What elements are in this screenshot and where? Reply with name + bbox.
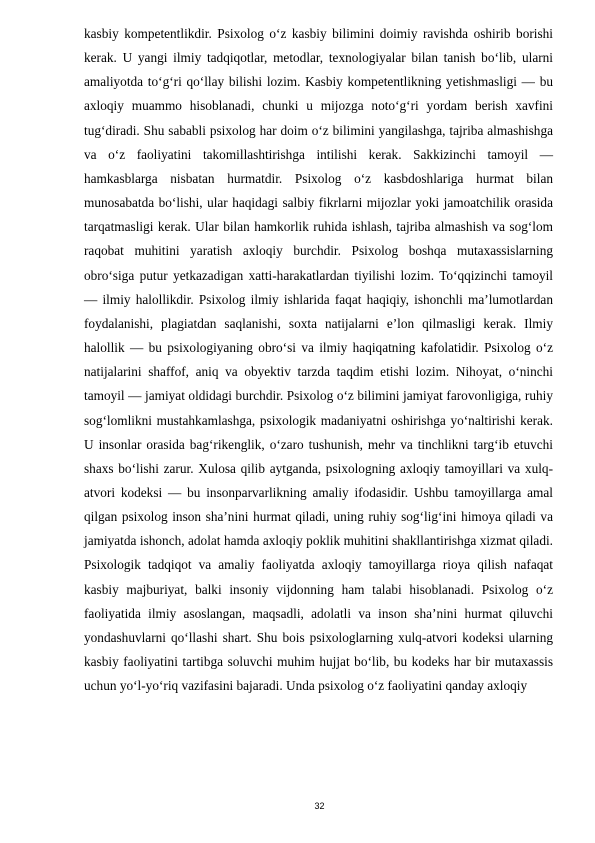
page-number: 32 xyxy=(314,801,325,811)
body-paragraph: kasbiy kompetentlikdir. Psixolog o‘z kasbiy bilimini doimiy ravishda oshirib borishi kerak. U yangi ilmiy tadqiqotlar, metodlar, texnologiyalar bilan tanish bo‘lib, ularni amaliyotda to‘g‘ri qo‘llay bilishi lozim. Kasbiy kompetentlikning yetishmasligi — bu axloqiy muammo hisoblanadi, chunki u mijozga noto‘g‘ri yordam berish xavfini tug‘diradi. Shu sababli psixolog har doim o‘z bilimini yangilashga, tajriba almashishga va o‘z faoliyatini takomillashtirishga intilishi kerak. Sakkizinchi tamoyil — hamkasblarga nisbatan hurmatdir. Psixolog o‘z kasbdoshlariga hurmat bilan munosabatda bo‘lishi, ular haqidagi salbiy fikrlarni mijozlar yoki jamoatchilik orasida tarqatmasligi kerak. Ular bilan hamkorlik ruhida ishlash, tajriba almashish va sog‘lom raqobat muhitini yaratish axloqiy burchdir. Psixolog boshqa mutaxassislarning obro‘siga putur yetkazadigan xatti-harakatlardan tiyilishi lozim. To‘qqizinchi tamoyil — ilmiy halollikdir. Psixolog ilmiy ishlarida faqat haqiqiy, ishonchli ma’lumotlardan foydalanishi, plagiatdan saqlanishi, soxta natijalarni e’lon qilmasligi kerak. Ilmiy halollik — bu psixologiyaning obro‘si va ilmiy haqiqatning kafolatidir. Psixolog o‘z natijalarini shaffof, aniq va obyektiv tarzda taqdim etishi lozim. Nihoyat, o‘ninchi tamoyil — jamiyat oldidagi burchdir. Psixolog o‘z bilimini jamiyat farovonligiga, ruhiy sog‘lomlikni mustahkamlashga, psixologik madaniyatni oshirishga yo‘naltirishi kerak. U insonlar orasida bag‘rikenglik, o‘zaro tushunish, mehr va tinchlikni targ‘ib etuvchi shaxs bo‘lishi zarur. Xulosa qilib aytganda, psixologning axloqiy tamoyillari va xulq-atvori kodeksi — bu insonparvarlikning amaliy ifodasidir. Ushbu tamoyillarga amal qilgan psixolog inson sha’nini hurmat qiladi, uning ruhiy sog‘lig‘ini himoya qiladi va jamiyatda ishonch, adolat hamda axloqiy poklik muhitini shakllantirishga xizmat qiladi. Psixologik tadqiqot va amaliy faoliyatda axloqiy tamoyillarga rioya qilish nafaqat kasbiy majburiyat, balki insoniy vijdonning ham talabi hisoblanadi. Psixolog o‘z faoliyatida ilmiy asoslangan, maqsadli, adolatli va inson sha’nini hurmat qiluvchi yondashuvlarni qo‘llashi shart. Shu bois psixologlarning xulq-atvori kodeksi ularning kasbiy faoliyatini tartibga soluvchi muhim hujjat bo‘lib, bu kodeks har bir mutaxassis uchun yo‘l-yo‘riq vazifasini bajaradi. Unda psixolog o‘z faoliyatini qanday axloqiy xyxy=(84,26,553,694)
